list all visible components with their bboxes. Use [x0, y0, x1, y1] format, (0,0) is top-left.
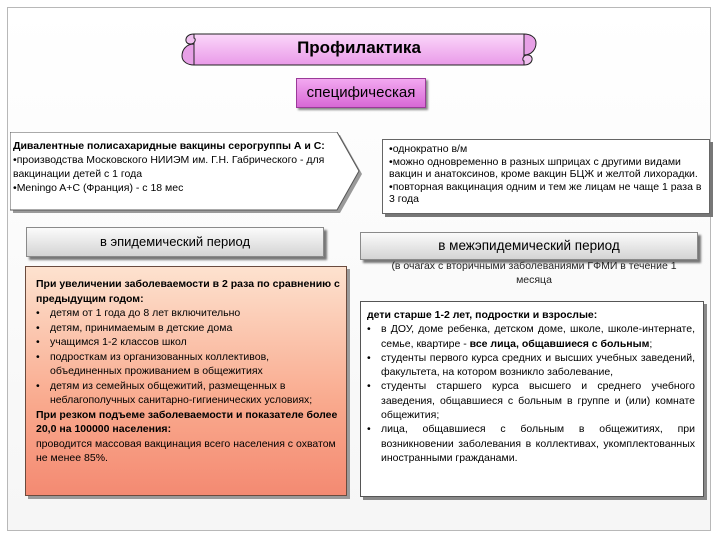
vaccination-rules-box: [382, 139, 710, 214]
epidemic-item-5: • детям из семейных общежитий, размещенных в неблагополучных санитарно-гигиенических условиях;: [36, 379, 340, 408]
epidemic-item-1: • детям от 1 года до 8 лет включительно: [36, 306, 340, 321]
interepidemic-item-2: • студенты первого курса средних и высших учебных заведений, факультета, на котором возникло заболевание,: [367, 351, 695, 380]
interepidemic-period-label: в межэпидемический период: [360, 232, 698, 260]
epidemic-heading-2: При резком подъеме заболеваемости и показателе более 20,0 на 100000 населения:: [36, 408, 338, 435]
epidemic-item-4: • подросткам из организованных коллективов, объединенных проживанием в общежитиях: [36, 350, 340, 379]
interepidemic-item-3: • студенты старшего курса высшего и среднего учебного заведения, общавшиеся с больным в группе и (или) комнате общежития;: [367, 379, 695, 422]
subtitle-box: специфическая: [296, 78, 426, 108]
interepidemic-heading: дети старше 1-2 лет, подростки и взрослые:: [367, 309, 598, 321]
epidemic-item-2: • детям, принимаемым в детские дома: [36, 321, 340, 336]
interepidemic-panel: [360, 301, 704, 497]
rule-item-2: •можно одновременно в разных шприцах с другими видами вакцин и анатоксинов, кроме вакцин БЦЖ и желтой лихорадки.: [389, 155, 698, 180]
rule-item-3: •повторная вакцинация одним и тем же лицам не чаще 1 раза в 3 года: [389, 180, 702, 205]
interepidemic-item-1: • в ДОУ, доме ребенка, детском доме, школе, школе-интернате, семье, квартире - все лица, общавшиеся с больным;: [367, 322, 695, 351]
epidemic-panel: [25, 266, 347, 496]
epidemic-item-3: • учащимся 1-2 классов школ: [36, 335, 340, 350]
epidemic-heading-1: При увеличении заболеваемости в 2 раза по сравнению с предыдущим годом:: [36, 278, 340, 305]
epidemic-period-label: в эпидемический период: [26, 227, 324, 257]
interepidemic-note: (в очагах с вторичными заболеваниями ГФМИ в течение 1 месяца: [391, 260, 677, 286]
interepidemic-item-4: • лица, общавшиеся с больным в общежитиях, при возникновении заболевания в коллективах, укомплектованных иностранными гражданами.: [367, 422, 695, 465]
vaccines-arrow-box: [10, 132, 366, 216]
epidemic-footer: проводится массовая вакцинация всего населения с охватом не менее 85%.: [36, 437, 336, 464]
page-title: Профилактика: [297, 38, 421, 57]
vaccine-item-2: •Meningo A+C (Франция) - с 18 мес: [13, 182, 184, 194]
rule-item-1: •однократно в/м: [389, 143, 468, 155]
title-scroll-banner: [180, 30, 538, 70]
vaccine-item-1: •производства Московского НИИЭМ им. Г.Н. Габрического - для вакцинации детей с 1 года: [13, 154, 325, 180]
vaccines-heading: Дивалентные полисахаридные вакцины серогруппы А и С:: [13, 140, 325, 152]
